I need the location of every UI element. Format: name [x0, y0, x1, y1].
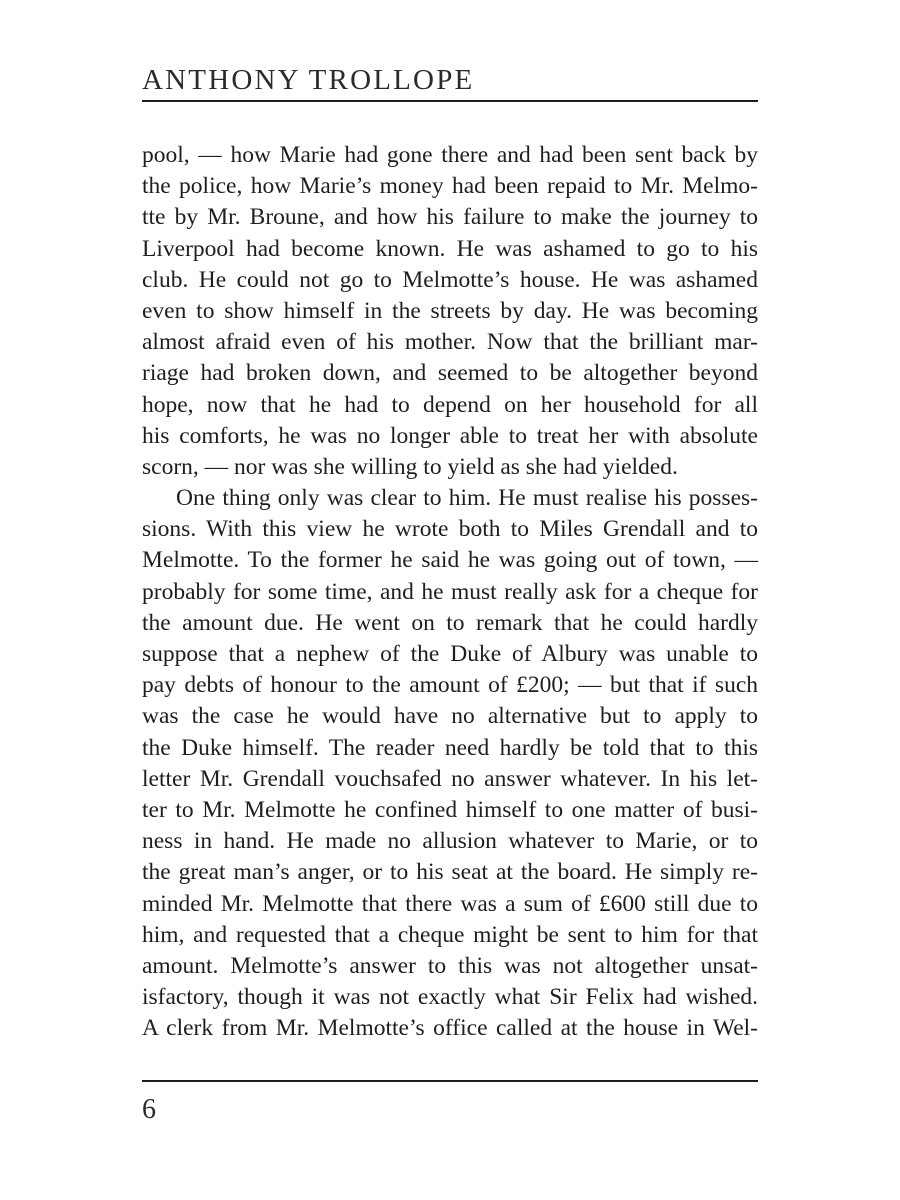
- text-line: the police, how Marie’s money had been repaid to Mr. Melmo-: [142, 173, 758, 200]
- text-line: Liverpool had become known. He was ashamed to go to his: [142, 235, 758, 262]
- text-line: pay debts of honour to the amount of £200; — but that if such: [142, 672, 758, 699]
- text-line: was the case he would have no alternative but to apply to: [142, 703, 758, 730]
- text-line: suppose that a nephew of the Duke of Albury was unable to: [142, 641, 758, 667]
- text-line: pool, — how Marie had gone there and had been sent back by: [142, 142, 758, 168]
- text-line: isfactory, though it was not exactly what Sir Felix had wished.: [142, 984, 758, 1011]
- text-line: probably for some time, and he must really ask for a cheque for: [142, 578, 758, 605]
- footer-rule: [142, 1080, 758, 1082]
- text-line: Melmotte. To the former he said he was going out of town, —: [142, 547, 758, 574]
- text-line: the amount due. He went on to remark that he could hardly: [142, 609, 758, 636]
- text-line: A clerk from Mr. Melmotte’s office called at the house in Wel-: [142, 1015, 758, 1042]
- text-line: minded Mr. Melmotte that there was a sum of £600 still due to: [142, 890, 758, 917]
- paragraph-end-line: scorn, — nor was she willing to yield as she had yielded.: [142, 453, 678, 480]
- text-line: ness in hand. He made no allusion whatever to Marie, or to: [142, 828, 758, 855]
- text-line: even to show himself in the streets by day. He was becoming: [142, 297, 758, 324]
- text-line: his comforts, he was no longer able to treat her with absolute: [142, 422, 758, 449]
- header-rule: [142, 100, 758, 102]
- page-number: 6: [142, 1094, 156, 1125]
- text-line: club. He could not go to Melmotte’s house. He was ashamed: [142, 266, 758, 293]
- text-line: riage had broken down, and seemed to be altogether beyond: [142, 360, 758, 387]
- body-text: [142, 140, 758, 1044]
- text-line: letter Mr. Grendall vouchsafed no answer whatever. In his let-: [142, 765, 758, 792]
- text-line: the Duke himself. The reader need hardly be told that to this: [142, 734, 758, 761]
- text-line: ter to Mr. Melmotte he confined himself to one matter of busi-: [142, 796, 758, 823]
- text-line: tte by Mr. Broune, and how his failure to make the journey to: [142, 204, 758, 231]
- text-line: him, and requested that a cheque might be sent to him for that: [142, 921, 758, 948]
- text-line: almost afraid even of his mother. Now that the brilliant mar-: [142, 329, 758, 356]
- text-line: the great man’s anger, or to his seat at the board. He simply re-: [142, 859, 758, 886]
- text-line: amount. Melmotte’s answer to this was not altogether unsat-: [142, 952, 758, 979]
- paragraph-start-line: One thing only was clear to him. He must realise his posses-: [176, 485, 758, 512]
- running-head: ANTHONY TROLLOPE: [142, 64, 475, 96]
- text-line: hope, now that he had to depend on her household for all: [142, 391, 758, 418]
- text-line: sions. With this view he wrote both to Miles Grendall and to: [142, 516, 758, 543]
